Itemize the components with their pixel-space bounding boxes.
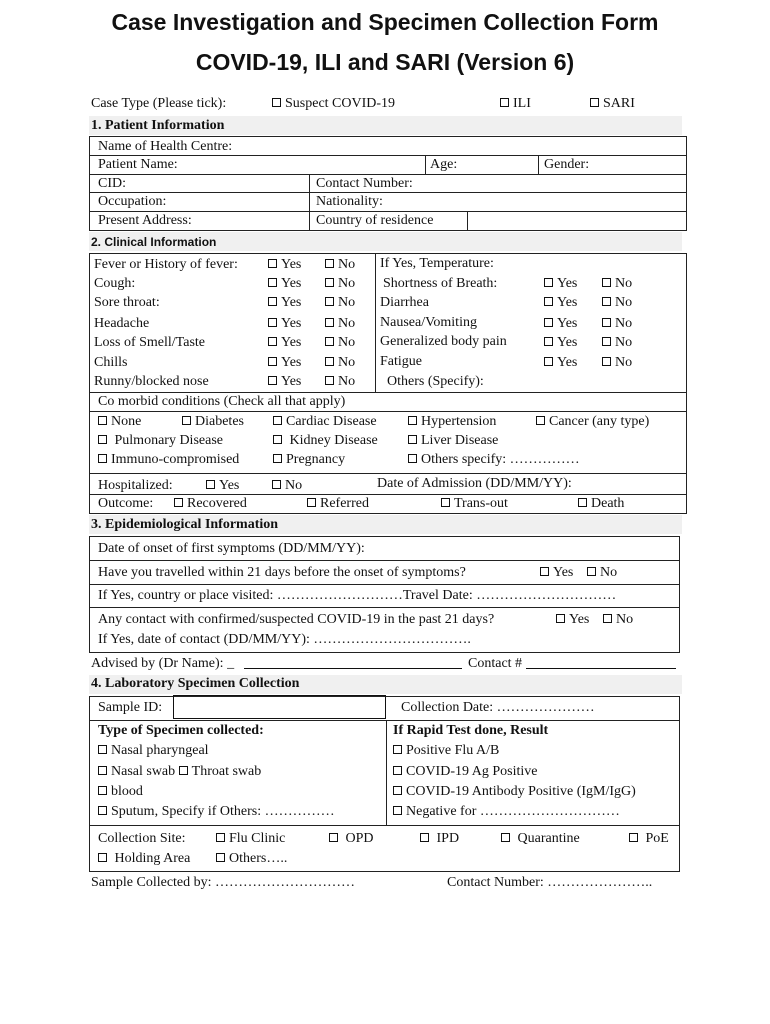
checkbox-icon [602,357,611,366]
checkbox-icon [393,745,402,754]
checkbox-icon [602,337,611,346]
hospitalized-label: Hospitalized: [98,478,173,493]
symptom-body-pain: Generalized body pain [380,334,507,349]
checkbox-icon [216,833,225,842]
site-quarantine[interactable]: Quarantine [501,832,580,846]
checkbox-icon [268,357,277,366]
comorbid-none[interactable]: None [98,415,141,429]
section-3-heading: 3. Epidemiological Information [91,517,279,532]
checkbox-icon [98,766,107,775]
checkbox-icon [536,416,545,425]
contact-date-field[interactable]: If Yes, date of contact (DD/MM/YY): ……………………………. [98,632,471,647]
outcome-referred[interactable]: Referred [307,497,369,511]
case-type-label: Case Type (Please tick): [91,96,227,111]
fatigue-yes[interactable]: Yes [544,356,577,370]
form-title: Case Investigation and Specimen Collection Form [111,9,659,35]
runny-nose-no[interactable]: No [325,375,355,389]
fever-yes[interactable]: Yes [268,258,301,272]
checkbox-icon [216,853,225,862]
body-pain-no[interactable]: No [602,336,632,350]
comorbid-heading: Co morbid conditions (Check all that apply) [98,394,346,409]
section-4-heading: 4. Laboratory Specimen Collection [91,676,300,691]
loss-smell-yes[interactable]: Yes [268,336,301,350]
nationality-field[interactable]: Nationality: [316,194,383,209]
checkbox-icon [268,259,277,268]
comorbid-cancer[interactable]: Cancer (any type) [536,415,649,429]
contact-number-field[interactable]: Contact Number: [316,176,413,191]
sample-id-input[interactable] [173,695,386,719]
comorbid-others[interactable]: Others specify: …………… [408,453,580,467]
rapid-test-heading: If Rapid Test done, Result [393,723,549,738]
advised-by-line[interactable] [244,668,462,669]
symptom-shortness-breath: Shortness of Breath: [383,276,498,291]
checkbox-icon [544,297,553,306]
breath-no[interactable]: No [602,277,632,291]
contact-hash-line[interactable] [526,668,676,669]
checkbox-icon [268,297,277,306]
checkbox-icon [393,786,402,795]
outcome-recovered[interactable]: Recovered [174,497,247,511]
diarrhea-no[interactable]: No [602,296,632,310]
checkbox-icon [98,745,107,754]
checkbox-icon [268,376,277,385]
checkbox-icon [500,98,509,107]
breath-yes[interactable]: Yes [544,277,577,291]
specimen-throat-swab[interactable]: Throat swab [191,764,262,779]
checkbox-icon [544,318,553,327]
travelled-yes[interactable]: Yes [540,566,573,580]
symptom-cough: Cough: [94,276,136,291]
contact-yes[interactable]: Yes [556,613,589,627]
collection-date-field[interactable]: Collection Date: ………………… [401,700,595,715]
hospitalized-no[interactable]: No [272,479,302,493]
chills-yes[interactable]: Yes [268,356,301,370]
travel-place-field[interactable]: If Yes, country or place visited: ………………………Travel Date: ………………………… [98,588,617,603]
checkbox-icon [501,833,510,842]
comorbid-immuno[interactable]: Immuno-compromised [98,453,239,467]
specimen-blood[interactable]: blood [98,785,143,799]
loss-smell-no[interactable]: No [325,336,355,350]
age-field[interactable]: Age: [430,157,458,172]
fatigue-no[interactable]: No [602,356,632,370]
comorbid-pregnancy[interactable]: Pregnancy [273,453,345,467]
checkbox-icon [325,357,334,366]
checkbox-icon [325,376,334,385]
headache-yes[interactable]: Yes [268,317,301,331]
checkbox-icon [98,454,107,463]
checkbox-icon [540,567,549,576]
checkbox-icon [578,498,587,507]
onset-date-field[interactable]: Date of onset of first symptoms (DD/MM/YY): [98,541,365,556]
checkbox-icon [408,454,417,463]
checkbox-icon [206,480,215,489]
site-opd[interactable]: OPD [329,832,374,846]
advised-by-label: Advised by (Dr Name): _ [91,656,235,671]
hospitalized-yes[interactable]: Yes [206,479,239,493]
footer-contact-number-field[interactable]: Contact Number: ………………….. [447,875,653,890]
checkbox-icon [602,297,611,306]
symptom-loss-smell: Loss of Smell/Taste [94,335,206,350]
rapid-negative[interactable]: Negative for ………………………… [393,805,620,819]
section-1-heading: 1. Patient Information [91,118,225,133]
checkbox-icon [544,278,553,287]
checkbox-icon [393,806,402,815]
diarrhea-yes[interactable]: Yes [544,296,577,310]
specimen-nasal-swab[interactable]: Nasal swab Throat swab [98,765,261,779]
gender-field[interactable]: Gender: [544,157,590,172]
checkbox-icon [273,416,282,425]
symptom-headache: Headache [94,316,150,331]
checkbox-icon [629,833,638,842]
outcome-label: Outcome: [98,496,154,511]
nausea-no[interactable]: No [602,317,632,331]
present-address-field[interactable]: Present Address: [98,213,192,228]
checkbox-icon [408,435,417,444]
cough-no[interactable]: No [325,277,355,291]
contact-question: Any contact with confirmed/suspected COVID-19 in the past 21 days? [98,612,495,627]
occupation-field[interactable]: Occupation: [98,194,167,209]
symptom-fever: Fever or History of fever: [94,257,238,272]
checkbox-icon [325,337,334,346]
checkbox-icon [603,614,612,623]
sore-throat-no[interactable]: No [325,296,355,310]
checkbox-icon [325,318,334,327]
symptom-diarrhea: Diarrhea [380,295,429,310]
specimen-sputum[interactable]: Sputum, Specify if Others: …………… [98,805,335,819]
checkbox-icon [441,498,450,507]
contact-no[interactable]: No [603,613,633,627]
checkbox-icon [272,480,281,489]
checkbox-icon [268,278,277,287]
site-flu-clinic[interactable]: Flu Clinic [216,832,285,846]
travelled-no[interactable]: No [587,566,617,580]
site-ipd[interactable]: IPD [420,832,459,846]
rapid-covid-antibody[interactable]: COVID-19 Antibody Positive (IgM/IgG) [393,785,636,799]
checkbox-icon [544,337,553,346]
headache-no[interactable]: No [325,317,355,331]
checkbox-icon [179,766,188,775]
checkbox-icon [590,98,599,107]
comorbid-pulmonary[interactable]: Pulmonary Disease [98,434,223,448]
checkbox-icon [273,454,282,463]
chills-no[interactable]: No [325,356,355,370]
specimen-nasal-pharyngeal[interactable]: Nasal pharyngeal [98,744,209,758]
sore-throat-yes[interactable]: Yes [268,296,301,310]
checkbox-icon [408,416,417,425]
comorbid-hypertension[interactable]: Hypertension [408,415,496,429]
checkbox-icon [393,766,402,775]
patient-name-field[interactable]: Patient Name: [98,157,178,172]
symptom-sore-throat: Sore throat: [94,295,160,310]
checkbox-icon [272,98,281,107]
checkbox-icon [556,614,565,623]
symptom-fatigue: Fatigue [380,354,422,369]
collection-site-label: Collection Site: [98,831,186,846]
checkbox-icon [602,278,611,287]
sample-collected-by-field[interactable]: Sample Collected by: ………………………… [91,875,356,890]
body-pain-yes[interactable]: Yes [544,336,577,350]
case-type-suspect[interactable]: Suspect COVID-19 [272,97,395,111]
sample-id-label: Sample ID: [98,700,163,715]
runny-nose-yes[interactable]: Yes [268,375,301,389]
cough-yes[interactable]: Yes [268,277,301,291]
outcome-death[interactable]: Death [578,497,624,511]
comorbid-diabetes[interactable]: Diabetes [182,415,244,429]
site-holding-area[interactable]: Holding Area [98,852,190,866]
case-type-ili[interactable]: ILI [500,97,531,111]
checkbox-icon [98,786,107,795]
checkbox-icon [174,498,183,507]
site-others[interactable]: Others….. [216,852,287,866]
site-poe[interactable]: PoE [629,832,669,846]
checkbox-icon [98,806,107,815]
checkbox-icon [420,833,429,842]
comorbid-cardiac[interactable]: Cardiac Disease [273,415,377,429]
form-subtitle: COVID-19, ILI and SARI (Version 6) [195,49,575,75]
outcome-transout[interactable]: Trans-out [441,497,508,511]
others-specify-field[interactable]: Others (Specify): [387,374,484,389]
checkbox-icon [329,833,338,842]
if-yes-temperature[interactable]: If Yes, Temperature: [380,256,494,271]
travelled-question: Have you travelled within 21 days before the onset of symptoms? [98,565,466,580]
symptom-nausea: Nausea/Vomiting [380,315,477,330]
specimen-type-heading: Type of Specimen collected: [98,723,264,738]
rapid-covid-ag[interactable]: COVID-19 Ag Positive [393,765,537,779]
case-type-sari[interactable]: SARI [590,97,635,111]
symptom-runny-nose: Runny/blocked nose [94,374,209,389]
checkbox-icon [98,853,107,862]
section-2-heading: 2. Clinical Information [91,235,217,249]
checkbox-icon [587,567,596,576]
checkbox-icon [602,318,611,327]
rapid-positive-flu[interactable]: Positive Flu A/B [393,744,499,758]
checkbox-icon [268,337,277,346]
country-of-residence-field[interactable]: Country of residence [316,213,434,228]
nausea-yes[interactable]: Yes [544,317,577,331]
checkbox-icon [325,297,334,306]
health-centre-field[interactable]: Name of Health Centre: [98,139,233,154]
checkbox-icon [325,259,334,268]
cid-field[interactable]: CID: [98,176,126,191]
admission-date-field[interactable]: Date of Admission (DD/MM/YY): [377,476,572,491]
comorbid-liver[interactable]: Liver Disease [408,434,498,448]
contact-hash-label: Contact # [468,656,523,671]
checkbox-icon [307,498,316,507]
checkbox-icon [98,416,107,425]
checkbox-icon [325,278,334,287]
checkbox-icon [544,357,553,366]
checkbox-icon [268,318,277,327]
checkbox-icon [98,435,107,444]
comorbid-kidney[interactable]: Kidney Disease [273,434,378,448]
checkbox-icon [273,435,282,444]
checkbox-icon [182,416,191,425]
symptom-chills: Chills [94,355,128,370]
fever-no[interactable]: No [325,258,355,272]
